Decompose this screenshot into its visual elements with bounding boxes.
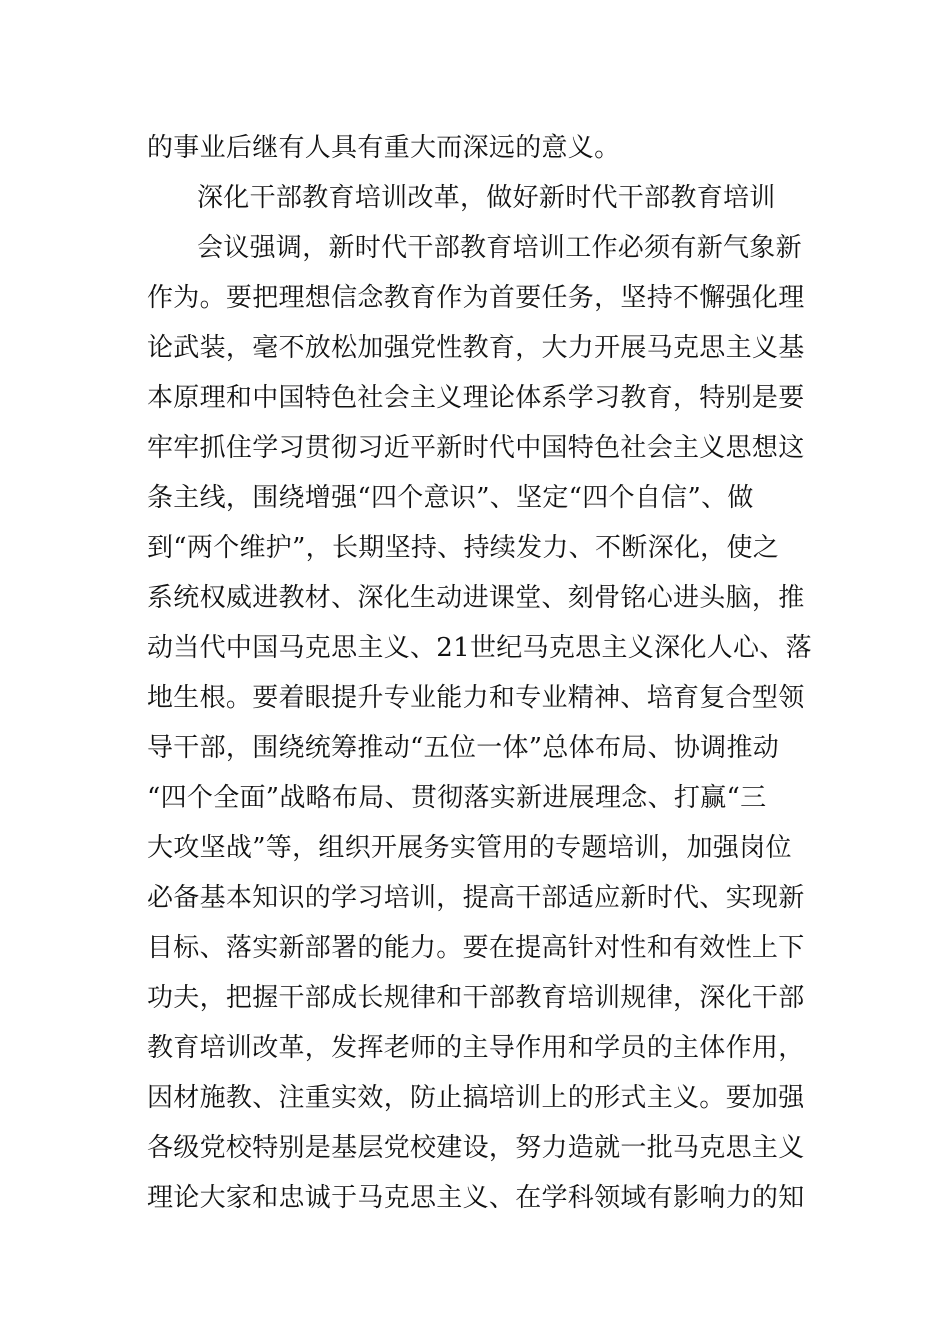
- paragraph-line: 理论大家和忠诚于马克思主义、在学科领域有影响力的知: [147, 1183, 805, 1213]
- paragraph-line: 目标、落实新部署的能力。要在提高针对性和有效性上下: [147, 933, 805, 963]
- paragraph-line: 到“两个维护”，长期坚持、持续发力、不断深化，使之: [147, 533, 780, 563]
- paragraph-line: 作为。要把理想信念教育作为首要任务，坚持不懈强化理: [147, 283, 805, 313]
- paragraph-line: 大攻坚战”等，组织开展务实管用的专题培训，加强岗位: [147, 833, 792, 863]
- paragraph-line: 牢牢抓住学习贯彻习近平新时代中国特色社会主义思想这: [147, 433, 805, 463]
- paragraph-line: 功夫，把握干部成长规律和干部教育培训规律，深化干部: [147, 983, 805, 1013]
- paragraph-line: 地生根。要着眼提升专业能力和专业精神、培育复合型领: [147, 683, 805, 713]
- paragraph-line: 会议强调，新时代干部教育培训工作必须有新气象新: [197, 233, 802, 263]
- paragraph-line: 因材施教、注重实效，防止搞培训上的形式主义。要加强: [147, 1083, 805, 1113]
- paragraph-line: 论武装，毫不放松加强党性教育，大力开展马克思主义基: [147, 333, 805, 363]
- paragraph-line: 本原理和中国特色社会主义理论体系学习教育，特别是要: [147, 383, 805, 413]
- paragraph-line: 系统权威进教材、深化生动进课堂、刻骨铭心进头脑，推: [147, 583, 805, 613]
- paragraph-line: 条主线，围绕增强“四个意识”、坚定“四个自信”、做: [147, 483, 754, 513]
- paragraph-line: “四个全面”战略布局、贯彻落实新进展理念、打赢“三: [147, 783, 767, 813]
- paragraph-line: 动当代中国马克思主义、21世纪马克思主义深化人心、落: [147, 633, 812, 663]
- paragraph-line: 导干部，围绕统筹推动“五位一体”总体布局、协调推动: [147, 733, 780, 763]
- paragraph-line: 教育培训改革，发挥老师的主导作用和学员的主体作用，: [147, 1033, 805, 1063]
- paragraph-line: 各级党校特别是基层党校建设，努力造就一批马克思主义: [147, 1133, 805, 1163]
- paragraph-line: 必备基本知识的学习培训，提高干部适应新时代、实现新: [147, 883, 805, 913]
- section-heading: 深化干部教育培训改革，做好新时代干部教育培训: [197, 183, 776, 213]
- paragraph-line: 的事业后继有人具有重大而深远的意义。: [147, 133, 621, 163]
